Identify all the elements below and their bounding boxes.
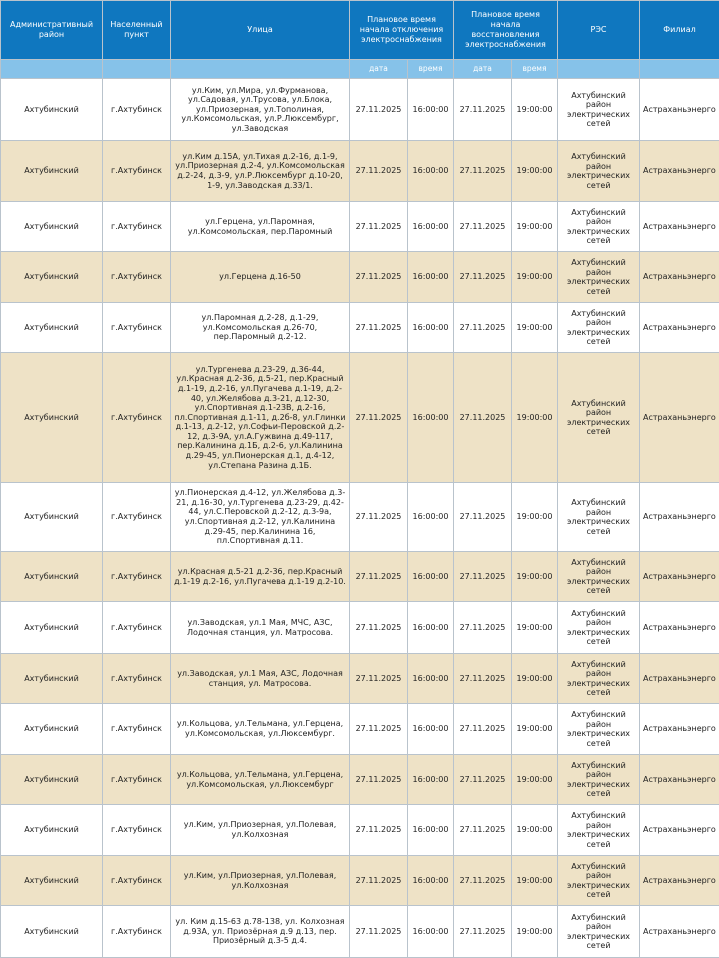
cell-street: ул.Ким д.15А, ул.Тихая д.2-16, д.1-9, ул.Приозерная д.2-4, ул.Комсомольская д.2-24, д.3-9, ул.Р.Люксембург д.10-20, 1-9, ул.Заводская д.33/1. [171,141,350,202]
cell-district: Ахтубинский [1,483,103,552]
cell-branch: Астраханьэнерго [640,141,719,202]
cell-street: ул.Ким, ул.Приозерная, ул.Полевая, ул.Колхозная [171,805,350,856]
cell-end-time: 19:00:00 [512,79,558,141]
subheader-empty [640,60,719,79]
subheader-end-date: дата [454,60,512,79]
cell-street: ул.Герцена д.16-50 [171,252,350,303]
cell-locality: г.Ахтубинск [103,856,171,906]
cell-start-date: 27.11.2025 [350,303,408,353]
cell-branch: Астраханьэнерго [640,755,719,805]
subheader-start-date: дата [350,60,408,79]
subheader-start-time: время [408,60,454,79]
cell-street: ул.Пионерская д.4-12, ул.Желябова д.3-21, д.16-30, ул.Тургенева д.23-29, д.42-44, ул.С.Перовской д.2-12, д.3-9а, ул.Спортивная д.2-12, ул.Калинина д.29-45, пер.Калинина 16, пл.Спортивная д.11. [171,483,350,552]
cell-district: Ахтубинский [1,303,103,353]
cell-end-date: 27.11.2025 [454,602,512,654]
cell-district: Ахтубинский [1,79,103,141]
cell-start-date: 27.11.2025 [350,805,408,856]
cell-locality: г.Ахтубинск [103,202,171,252]
cell-start-date: 27.11.2025 [350,602,408,654]
cell-res: Ахтубинский район электрических сетей [558,805,640,856]
cell-start-time: 16:00:00 [408,483,454,552]
cell-start-time: 16:00:00 [408,856,454,906]
cell-res: Ахтубинский район электрических сетей [558,79,640,141]
cell-end-date: 27.11.2025 [454,704,512,755]
cell-start-time: 16:00:00 [408,353,454,483]
cell-end-time: 19:00:00 [512,704,558,755]
cell-start-date: 27.11.2025 [350,79,408,141]
cell-res: Ахтубинский район электрических сетей [558,856,640,906]
header-branch: Филиал [640,1,719,60]
table-row [1,654,719,704]
cell-end-time: 19:00:00 [512,755,558,805]
cell-street: ул. Ким д.15-63 д.78-138, ул. Колхозная д.93А, ул. Приозёрная д.9 д.13, пер. Приозёрный д.3-5 д.4. [171,906,350,958]
cell-start-date: 27.11.2025 [350,755,408,805]
cell-end-date: 27.11.2025 [454,202,512,252]
cell-branch: Астраханьэнерго [640,654,719,704]
cell-locality: г.Ахтубинск [103,602,171,654]
cell-district: Ахтубинский [1,353,103,483]
cell-start-time: 16:00:00 [408,755,454,805]
cell-street: ул.Красная д.5-21 д.2-36, пер.Красный д.1-19 д.2-16, ул.Пугачева д.1-19 д.2-10. [171,552,350,602]
cell-district: Ахтубинский [1,602,103,654]
cell-locality: г.Ахтубинск [103,552,171,602]
table-row [1,202,719,252]
cell-start-time: 16:00:00 [408,141,454,202]
cell-end-time: 19:00:00 [512,856,558,906]
cell-district: Ахтубинский [1,856,103,906]
cell-street: ул.Герцена, ул.Паромная, ул.Комсомольская, пер.Паромный [171,202,350,252]
cell-district: Ахтубинский [1,654,103,704]
cell-district: Ахтубинский [1,755,103,805]
table-body [1,79,719,958]
cell-start-date: 27.11.2025 [350,552,408,602]
cell-branch: Астраханьэнерго [640,906,719,958]
subheader-empty [103,60,171,79]
cell-end-date: 27.11.2025 [454,483,512,552]
cell-street: ул.Тургенева д.23-29, д.36-44, ул.Красная д.2-36, д.5-21, пер.Красный д.1-19, д.2-16, ул.Пугачева д.1-19, д.2-40, ул.Желябова д.3-21, д.12-30, ул.Спортивная д.1-23В, д.2-16, пл.Спортивная д.1-11, д.2б-8, ул.Глинки д.1-13, д.2-12, ул.Софьи-Перовской д.2-12, д.3-9А, ул.А.Гужвина д.49-117, пер.Калинина д.1Б, д.2-6, ул.Калинина д.29-45, ул.Пионерская д.1, д.4-12, ул.Степана Разина д.1Б. [171,353,350,483]
cell-end-date: 27.11.2025 [454,141,512,202]
table-row [1,805,719,856]
cell-start-time: 16:00:00 [408,202,454,252]
cell-district: Ахтубинский [1,805,103,856]
cell-res: Ахтубинский район электрических сетей [558,303,640,353]
subheader-empty [1,60,103,79]
cell-street: ул.Ким, ул.Приозерная, ул.Полевая, ул.Колхозная [171,856,350,906]
cell-branch: Астраханьэнерго [640,353,719,483]
cell-end-time: 19:00:00 [512,202,558,252]
table-row [1,856,719,906]
cell-end-time: 19:00:00 [512,552,558,602]
cell-district: Ахтубинский [1,704,103,755]
table-row [1,552,719,602]
cell-branch: Астраханьэнерго [640,602,719,654]
cell-end-date: 27.11.2025 [454,654,512,704]
cell-end-time: 19:00:00 [512,483,558,552]
cell-res: Ахтубинский район электрических сетей [558,755,640,805]
cell-start-date: 27.11.2025 [350,353,408,483]
header-restore-time: Плановое время начала восстановления электроснабжения [454,1,558,60]
cell-start-date: 27.11.2025 [350,483,408,552]
cell-end-date: 27.11.2025 [454,353,512,483]
cell-start-time: 16:00:00 [408,303,454,353]
cell-branch: Астраханьэнерго [640,483,719,552]
cell-locality: г.Ахтубинск [103,483,171,552]
cell-locality: г.Ахтубинск [103,906,171,958]
cell-locality: г.Ахтубинск [103,252,171,303]
cell-district: Ахтубинский [1,141,103,202]
header-locality: Населенный пункт [103,1,171,60]
cell-street: ул.Кольцова, ул.Тельмана, ул.Герцена, ул.Комсомольская, ул.Люксембург. [171,704,350,755]
cell-end-date: 27.11.2025 [454,805,512,856]
cell-end-date: 27.11.2025 [454,552,512,602]
cell-start-time: 16:00:00 [408,79,454,141]
cell-district: Ахтубинский [1,906,103,958]
cell-branch: Астраханьэнерго [640,704,719,755]
table-row [1,704,719,755]
cell-end-time: 19:00:00 [512,654,558,704]
cell-end-date: 27.11.2025 [454,303,512,353]
subheader-empty [558,60,640,79]
cell-branch: Астраханьэнерго [640,856,719,906]
cell-street: ул.Кольцова, ул.Тельмана, ул.Герцена, ул.Комсомольская, ул.Люксембург [171,755,350,805]
header-district: Административный район [1,1,103,60]
cell-start-date: 27.11.2025 [350,202,408,252]
cell-start-time: 16:00:00 [408,654,454,704]
cell-district: Ахтубинский [1,552,103,602]
cell-branch: Астраханьэнерго [640,303,719,353]
cell-locality: г.Ахтубинск [103,79,171,141]
cell-start-date: 27.11.2025 [350,704,408,755]
table-row [1,906,719,958]
cell-start-date: 27.11.2025 [350,856,408,906]
cell-end-time: 19:00:00 [512,252,558,303]
cell-end-date: 27.11.2025 [454,906,512,958]
cell-locality: г.Ахтубинск [103,755,171,805]
subheader-end-time: время [512,60,558,79]
cell-end-date: 27.11.2025 [454,856,512,906]
cell-start-date: 27.11.2025 [350,141,408,202]
cell-district: Ахтубинский [1,202,103,252]
cell-district: Ахтубинский [1,252,103,303]
cell-end-time: 19:00:00 [512,602,558,654]
cell-locality: г.Ахтубинск [103,353,171,483]
header-res: РЭС [558,1,640,60]
cell-res: Ахтубинский район электрических сетей [558,353,640,483]
table-row [1,303,719,353]
cell-start-date: 27.11.2025 [350,654,408,704]
cell-end-time: 19:00:00 [512,906,558,958]
cell-res: Ахтубинский район электрических сетей [558,552,640,602]
cell-start-time: 16:00:00 [408,252,454,303]
cell-locality: г.Ахтубинск [103,704,171,755]
cell-branch: Астраханьэнерго [640,79,719,141]
cell-end-time: 19:00:00 [512,141,558,202]
header-start-time: Плановое время начала отключения электроснабжения [350,1,454,60]
cell-start-time: 16:00:00 [408,704,454,755]
cell-end-date: 27.11.2025 [454,252,512,303]
cell-res: Ахтубинский район электрических сетей [558,483,640,552]
cell-end-date: 27.11.2025 [454,755,512,805]
table-row [1,353,719,483]
cell-start-time: 16:00:00 [408,552,454,602]
cell-end-date: 27.11.2025 [454,79,512,141]
table-row [1,141,719,202]
cell-branch: Астраханьэнерго [640,202,719,252]
table-row [1,483,719,552]
cell-start-time: 16:00:00 [408,906,454,958]
cell-start-date: 27.11.2025 [350,252,408,303]
cell-street: ул.Ким, ул.Мира, ул.Фурманова, ул.Садовая, ул.Трусова, ул.Блока, ул.Приозерная, ул.Тополиная, ул.Комсомольская, ул.Р.Люксембург, ул.Заводская [171,79,350,141]
cell-street: ул.Заводская, ул.1 Мая, АЗС, Лодочная станция, ул. Матросова. [171,654,350,704]
cell-locality: г.Ахтубинск [103,303,171,353]
table-row [1,602,719,654]
cell-res: Ахтубинский район электрических сетей [558,906,640,958]
header-street: Улица [171,1,350,60]
cell-branch: Астраханьэнерго [640,552,719,602]
cell-res: Ахтубинский район электрических сетей [558,654,640,704]
cell-locality: г.Ахтубинск [103,141,171,202]
cell-branch: Астраханьэнерго [640,805,719,856]
cell-street: ул.Паромная д.2-28, д.1-29, ул.Комсомольская д.26-70, пер.Паромный д.2-12. [171,303,350,353]
cell-start-time: 16:00:00 [408,602,454,654]
cell-locality: г.Ахтубинск [103,805,171,856]
cell-res: Ахтубинский район электрических сетей [558,252,640,303]
cell-street: ул.Заводская, ул.1 Мая, МЧС, АЗС, Лодочная станция, ул. Матросова. [171,602,350,654]
cell-res: Ахтубинский район электрических сетей [558,141,640,202]
table-row [1,252,719,303]
table-row [1,755,719,805]
cell-branch: Астраханьэнерго [640,252,719,303]
cell-end-time: 19:00:00 [512,303,558,353]
cell-start-time: 16:00:00 [408,805,454,856]
cell-res: Ахтубинский район электрических сетей [558,202,640,252]
cell-end-time: 19:00:00 [512,353,558,483]
cell-res: Ахтубинский район электрических сетей [558,602,640,654]
cell-start-date: 27.11.2025 [350,906,408,958]
cell-locality: г.Ахтубинск [103,654,171,704]
table-row [1,79,719,141]
cell-end-time: 19:00:00 [512,805,558,856]
table-header [1,1,719,79]
cell-res: Ахтубинский район электрических сетей [558,704,640,755]
subheader-empty [171,60,350,79]
